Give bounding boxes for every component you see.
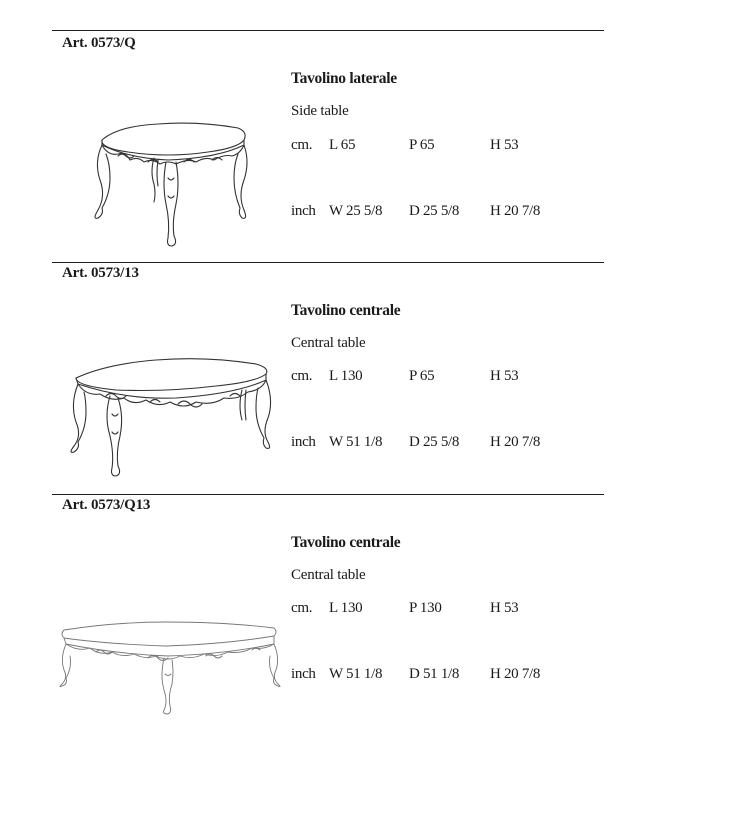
section-divider xyxy=(52,30,604,31)
dimension-width-inch: W 25 5/8 xyxy=(329,203,383,219)
product-name-english: Side table xyxy=(291,103,349,119)
dimension-height-cm: H 53 xyxy=(490,600,519,616)
product-name-italian: Tavolino centrale xyxy=(291,302,401,319)
dimension-height-inch: H 20 7/8 xyxy=(490,666,541,682)
dimension-depth-inch: D 51 1/8 xyxy=(409,666,460,682)
product-name-english: Central table xyxy=(291,567,366,583)
unit-label-inch: inch xyxy=(291,666,316,682)
dimension-height-cm: H 53 xyxy=(490,368,519,384)
dimension-depth-cm: P 130 xyxy=(409,600,442,616)
square-central-table-drawing xyxy=(56,614,282,716)
unit-label-cm: cm. xyxy=(291,137,313,153)
product-name-italian: Tavolino centrale xyxy=(291,534,401,551)
article-code: Art. 0573/Q13 xyxy=(62,497,151,513)
unit-label-inch: inch xyxy=(291,203,316,219)
unit-label-cm: cm. xyxy=(291,600,313,616)
article-code: Art. 0573/Q xyxy=(62,35,136,51)
dimension-width-inch: W 51 1/8 xyxy=(329,434,383,450)
section-divider xyxy=(52,494,604,495)
section-divider xyxy=(52,262,604,263)
unit-label-inch: inch xyxy=(291,434,316,450)
dimension-depth-cm: P 65 xyxy=(409,368,435,384)
product-name-italian: Tavolino laterale xyxy=(291,70,397,87)
side-table-drawing xyxy=(88,118,256,252)
dimension-length-cm: L 130 xyxy=(329,368,363,384)
dimension-depth-inch: D 25 5/8 xyxy=(409,203,460,219)
dimension-height-cm: H 53 xyxy=(490,137,519,153)
dimension-depth-cm: P 65 xyxy=(409,137,435,153)
product-name-english: Central table xyxy=(291,335,366,351)
dimension-height-inch: H 20 7/8 xyxy=(490,434,541,450)
dimension-height-inch: H 20 7/8 xyxy=(490,203,541,219)
unit-label-cm: cm. xyxy=(291,368,313,384)
dimension-depth-inch: D 25 5/8 xyxy=(409,434,460,450)
dimension-width-inch: W 51 1/8 xyxy=(329,666,383,682)
dimension-length-cm: L 65 xyxy=(329,137,356,153)
dimension-length-cm: L 130 xyxy=(329,600,363,616)
article-code: Art. 0573/13 xyxy=(62,265,139,281)
central-table-drawing xyxy=(66,350,276,482)
